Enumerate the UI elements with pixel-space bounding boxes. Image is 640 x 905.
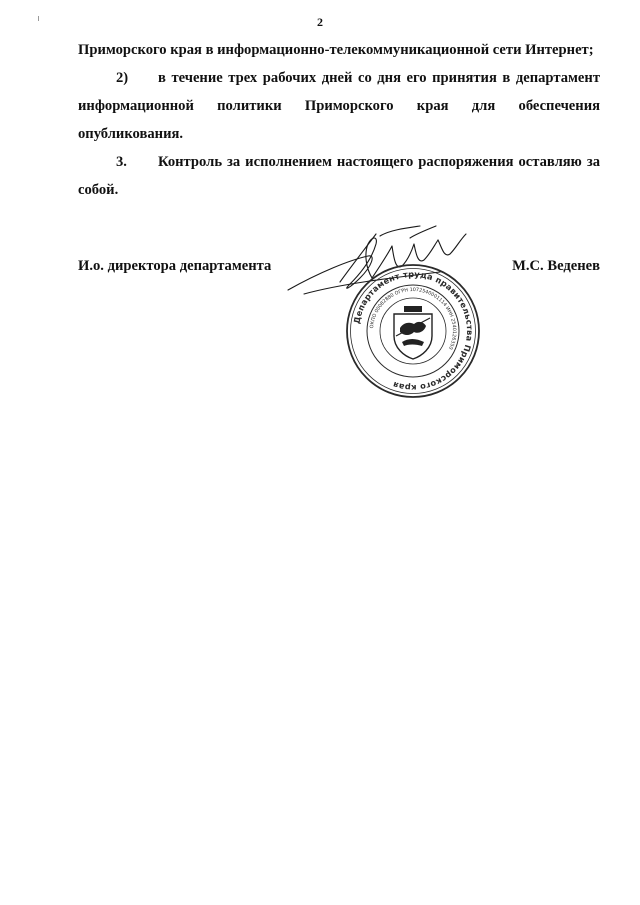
coat-of-arms-emblem — [394, 306, 432, 359]
list-item-2-text: в течение трех рабочих дней со дня его принятия в департамент — [158, 70, 600, 86]
list-item-2-line-2: информационной политики Приморского края для обеспечения — [78, 98, 600, 114]
list-item-3-number: 3. — [116, 154, 127, 170]
list-item-3-line-1 — [78, 148, 600, 176]
signatory-name: М.С. Веденев — [512, 258, 600, 274]
list-item-2-line-1 — [78, 64, 600, 92]
signatory-title: И.о. директора департамента — [78, 258, 272, 274]
list-item-3 — [78, 148, 600, 204]
list-item-2-number: 2) — [116, 70, 129, 86]
list-item-3-text: Контроль за исполнением настоящего распоряжения оставляю за — [158, 154, 600, 170]
list-item-2-line-3: опубликования. — [78, 126, 184, 142]
list-item-2 — [78, 64, 600, 148]
page-number: 2 — [317, 15, 323, 29]
official-seal — [344, 262, 482, 400]
svg-text:Департамент труда правительств: Департамент труда правительства Приморского края — [351, 268, 476, 394]
svg-text:ОКПО 00082880 ОГРН 10725400011: ОКПО 00082880 ОГРН 1072540001114 ИНН 2540126350 — [370, 287, 457, 350]
paragraph-1-line-1: Приморского края в информационно-телекоммуникационной сети Интернет; — [78, 42, 594, 58]
document-body — [78, 36, 600, 64]
list-item-3-line-2: собой. — [78, 182, 119, 198]
